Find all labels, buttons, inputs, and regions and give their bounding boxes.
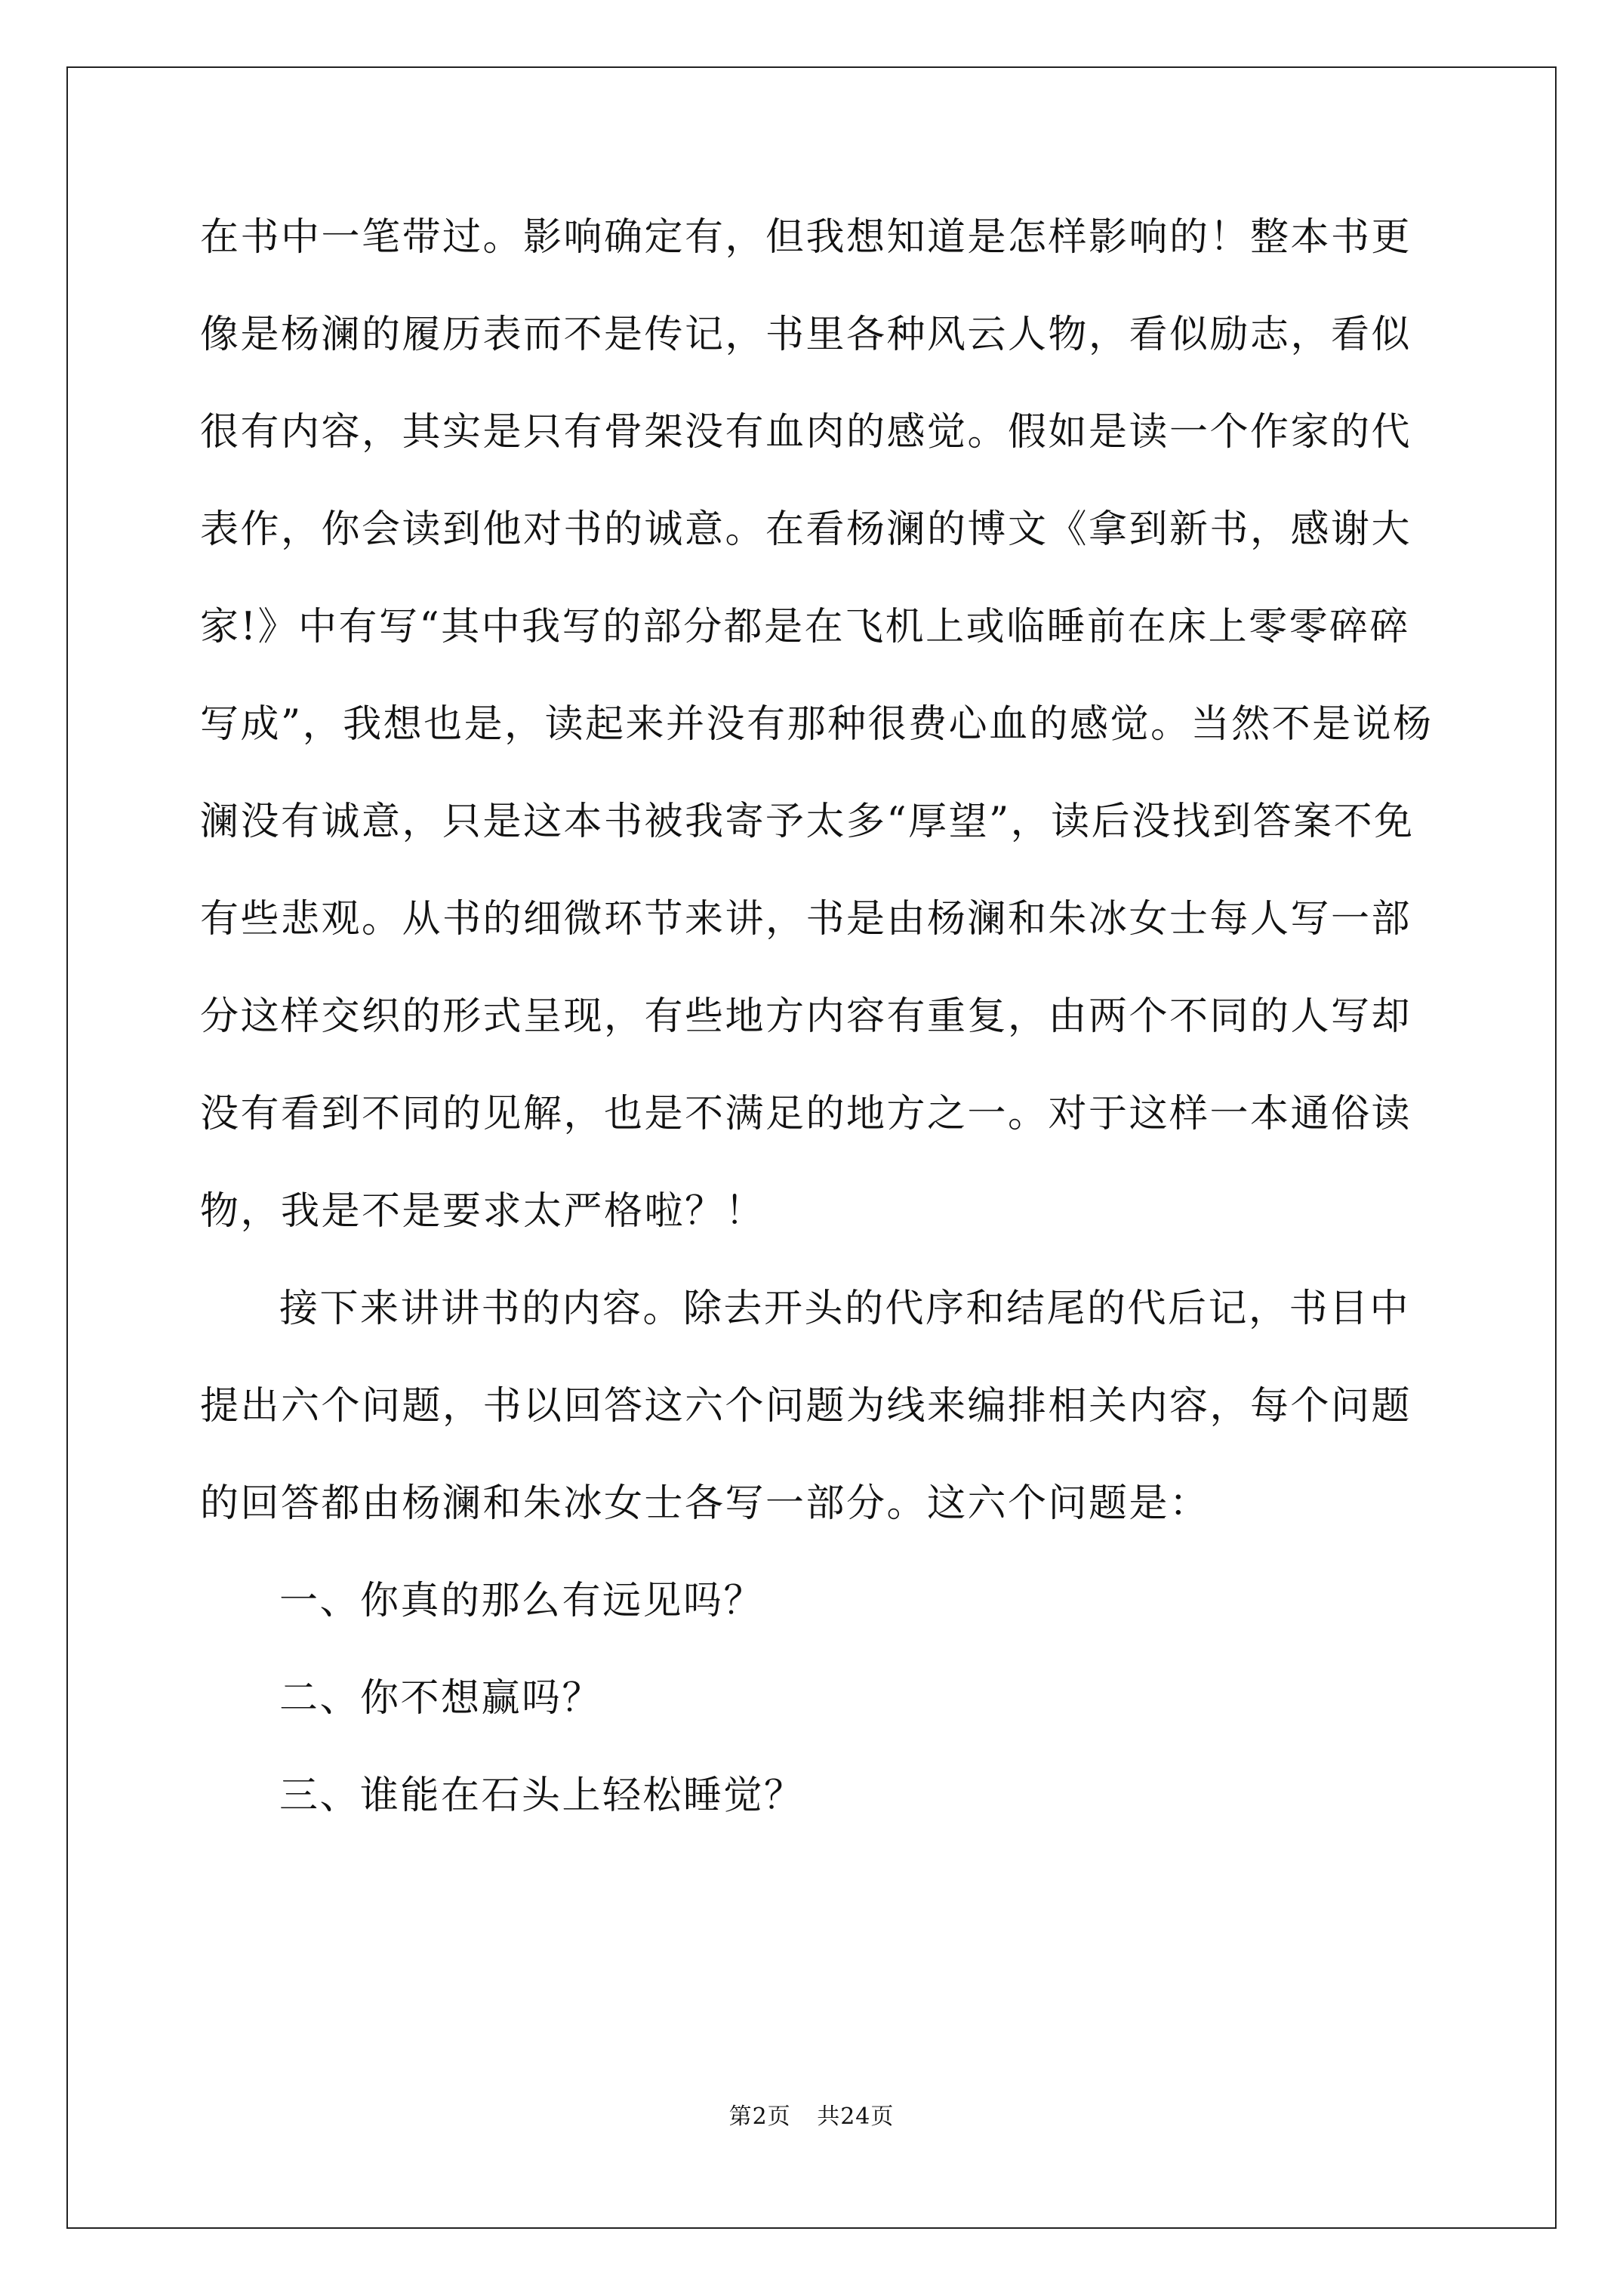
text-line: 表作，你会读到他对书的诚意。在看杨澜的博文《拿到新书，感谢大 <box>200 507 1412 552</box>
text-line: 接下来讲讲书的内容。除去开头的代序和结尾的代后记，书目中 <box>279 1287 1411 1331</box>
list-item: 一、你真的那么有远见吗？ <box>279 1579 765 1623</box>
page-number: 第2页 <box>728 2103 791 2130</box>
text-line: 分这样交织的形式呈现，有些地方内容有重复，由两个不同的人写却 <box>200 994 1412 1039</box>
page-border <box>66 66 1557 2229</box>
page-footer <box>0 2102 1623 2132</box>
text-line: 很有内容，其实是只有骨架没有血肉的感觉。假如是读一个作家的代 <box>200 410 1412 455</box>
text-line: 有些悲观。从书的细微环节来讲，书是由杨澜和朱冰女士每人写一部 <box>200 897 1412 942</box>
text-line: 的回答都由杨澜和朱冰女士各写一部分。这六个问题是： <box>200 1481 1210 1526</box>
list-item: 二、你不想赢吗？ <box>279 1676 603 1721</box>
text-line: 家!》中有写“其中我写的部分都是在飞机上或临睡前在床上零零碎碎 <box>200 605 1411 649</box>
list-item: 三、谁能在石头上轻松睡觉？ <box>279 1774 805 1818</box>
text-line: 像是杨澜的履历表而不是传记，书里各种风云人物，看似励志，看似 <box>200 313 1412 357</box>
page-total: 共24页 <box>817 2103 895 2130</box>
text-line: 物，我是不是要求太严格啦？！ <box>200 1189 766 1234</box>
text-line: 写成”，我想也是，读起来并没有那种很费心血的感觉。当然不是说杨 <box>200 702 1434 747</box>
text-line: 提出六个问题，书以回答这六个问题为线来编排相关内容，每个问题 <box>200 1384 1412 1428</box>
text-line: 在书中一笔带过。影响确定有，但我想知道是怎样影响的！整本书更 <box>200 215 1412 260</box>
text-line: 澜没有诚意，只是这本书被我寄予太多“厚望”，读后没找到答案不免 <box>200 800 1415 844</box>
text-line: 没有看到不同的见解，也是不满足的地方之一。对于这样一本通俗读 <box>200 1092 1412 1136</box>
